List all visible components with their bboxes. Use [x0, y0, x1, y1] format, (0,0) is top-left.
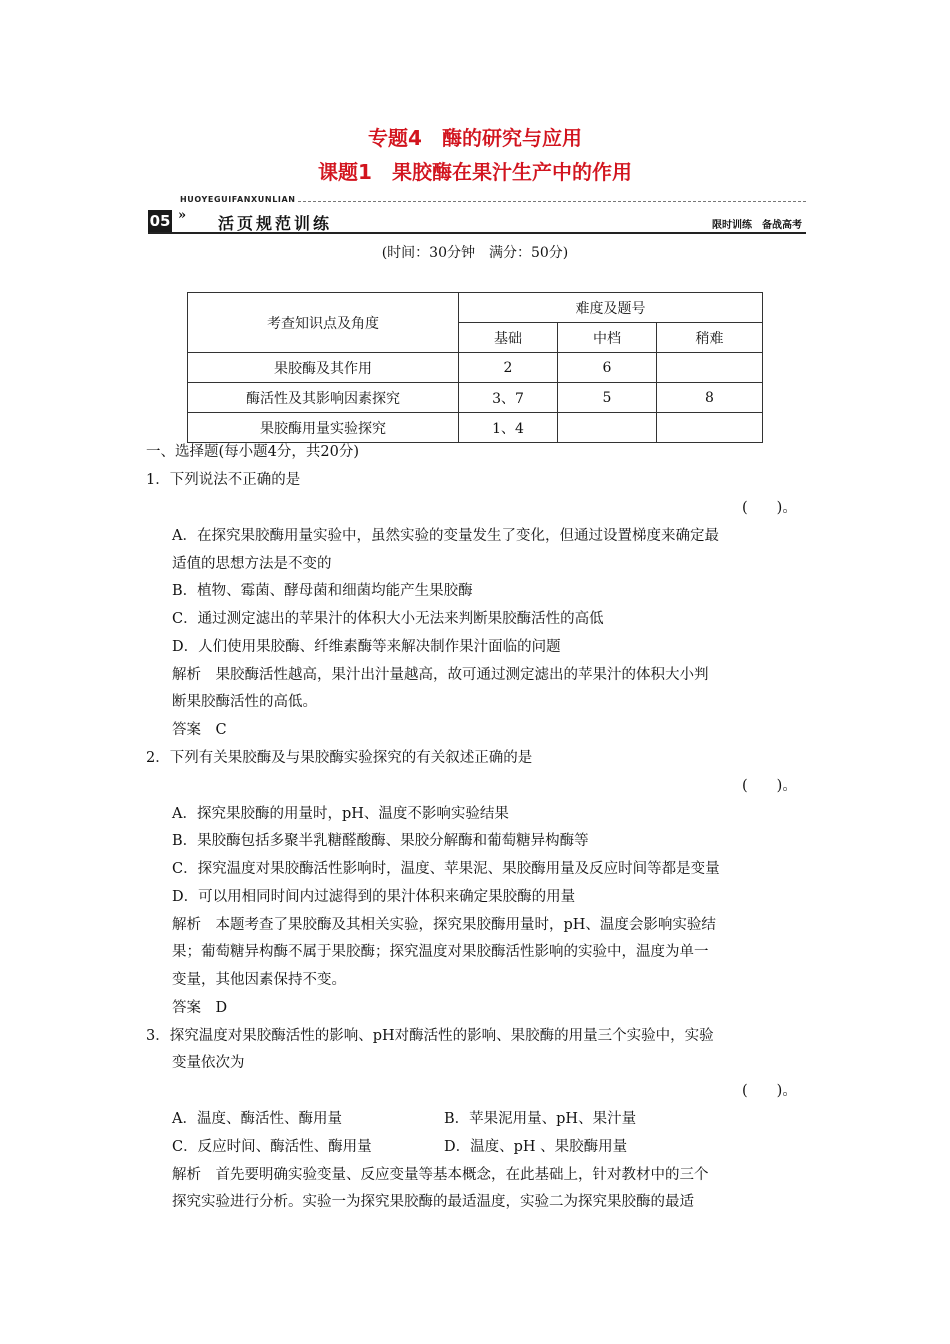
row-basic: 3、7	[459, 383, 558, 413]
q3-option-d: D．温度、pH 、果胶酶用量	[444, 1139, 628, 1155]
q1-explanation: 解析 果胶酶活性越高，果汁出汁量越高，故可通过测定滤出的苹果汁的体积大小判	[172, 667, 709, 683]
q2-option-d: D．可以用相同时间内过滤得到的果汁体积来确定果胶酶的用量	[172, 889, 576, 905]
q3-option-b: B．苹果泥用量、pH、果汁量	[444, 1111, 637, 1127]
q2-explanation-cont1: 果；葡萄糖异构酶不属于果胶酶；探究温度对果胶酶活性影响的实验中，温度为单一	[172, 944, 709, 960]
q1-answer: 答案 C	[172, 722, 227, 738]
q1-stem: 1．下列说法不正确的是	[146, 472, 301, 488]
q1-option-d: D．人们使用果胶酶、纤维素酶等来解决制作果汁面临的问题	[172, 639, 561, 655]
header-topic: 考查知识点及角度	[188, 293, 459, 353]
q2-explanation: 解析 本题考查了果胶酶及其相关实验，探究果胶酶用量时，pH、温度会影响实验结	[172, 917, 716, 933]
q2-option-c: C．探究温度对果胶酶活性影响时，温度、苹果泥、果胶酶用量及反应时间等都是变量	[172, 861, 720, 877]
q3-explanation-cont: 探究实验进行分析。实验一为探究果胶酶的最适温度，实验二为探究果胶酶的最适	[172, 1194, 694, 1210]
q1-option-b: B．植物、霉菌、酵母菌和细菌均能产生果胶酶	[172, 583, 473, 599]
q2-option-a: A．探究果胶酶的用量时，pH、温度不影响实验结果	[172, 806, 509, 822]
row-basic: 2	[459, 353, 558, 383]
banner-number: 05	[149, 212, 171, 230]
header-difficulty: 难度及题号	[459, 293, 763, 323]
q3-answer-blank: ( )。	[742, 1083, 797, 1099]
row-mid	[558, 413, 657, 443]
q3-option-c: C．反应时间、酶活性、酶用量	[172, 1139, 372, 1155]
q2-explanation-cont2: 变量，其他因素保持不变。	[172, 972, 346, 988]
banner-top-strip	[148, 195, 806, 209]
banner-pinyin: HUOYEGUIFANXUNLIAN	[180, 195, 296, 204]
row-hard	[657, 353, 763, 383]
q2-option-b: B．果胶酶包括多聚半乳糖醛酸酶、果胶分解酶和葡萄糖异构酶等	[172, 833, 589, 849]
row-topic: 果胶酶及其作用	[188, 353, 459, 383]
row-basic: 1、4	[459, 413, 558, 443]
q1-option-a-cont: 适值的思想方法是不变的	[172, 556, 332, 572]
lesson-title: 课题1 果胶酶在果汁生产中的作用	[318, 160, 632, 184]
double-chevron-icon: »	[178, 208, 187, 223]
row-hard	[657, 413, 763, 443]
exam-meta: (时间：30分钟 满分：50分)	[381, 245, 569, 261]
q2-answer-blank: ( )。	[742, 778, 797, 794]
header-hard: 稍难	[657, 323, 763, 353]
knowledge-table	[187, 292, 763, 443]
row-mid: 6	[558, 353, 657, 383]
dotted-divider	[298, 201, 806, 202]
q1-option-a: A．在探究果胶酶用量实验中，虽然实验的变量发生了变化，但通过设置梯度来确定最	[172, 528, 719, 544]
table-row	[188, 353, 763, 383]
q3-option-a: A．温度、酶活性、酶用量	[172, 1111, 342, 1127]
q2-answer: 答案 D	[172, 1000, 228, 1016]
q3-explanation: 解析 首先要明确实验变量、反应变量等基本概念，在此基础上，针对教材中的三个	[172, 1167, 709, 1183]
q1-answer-blank: ( )。	[742, 500, 797, 516]
table-row	[188, 383, 763, 413]
q3-stem-cont: 变量依次为	[172, 1055, 245, 1071]
row-topic: 酶活性及其影响因素探究	[188, 383, 459, 413]
banner-title: 活页规范训练	[218, 214, 333, 233]
banner-slogan: 限时训练 备战高考	[712, 220, 802, 231]
row-mid: 5	[558, 383, 657, 413]
header-basic: 基础	[459, 323, 558, 353]
row-hard: 8	[657, 383, 763, 413]
header-mid: 中档	[558, 323, 657, 353]
table-row	[188, 413, 763, 443]
q3-stem: 3．探究温度对果胶酶活性的影响、pH对酶活性的影响、果胶酶的用量三个实验中，实验	[146, 1028, 714, 1044]
section-banner	[148, 210, 806, 234]
row-topic: 果胶酶用量实验探究	[188, 413, 459, 443]
q2-stem: 2．下列有关果胶酶及与果胶酶实验探究的有关叙述正确的是	[146, 750, 533, 766]
q1-option-c: C．通过测定滤出的苹果汁的体积大小无法来判断果胶酶活性的高低	[172, 611, 604, 627]
section-heading: 一、选择题(每小题4分，共20分)	[146, 444, 359, 460]
topic-title: 专题4 酶的研究与应用	[368, 126, 582, 150]
q1-explanation-cont: 断果胶酶活性的高低。	[172, 694, 317, 710]
